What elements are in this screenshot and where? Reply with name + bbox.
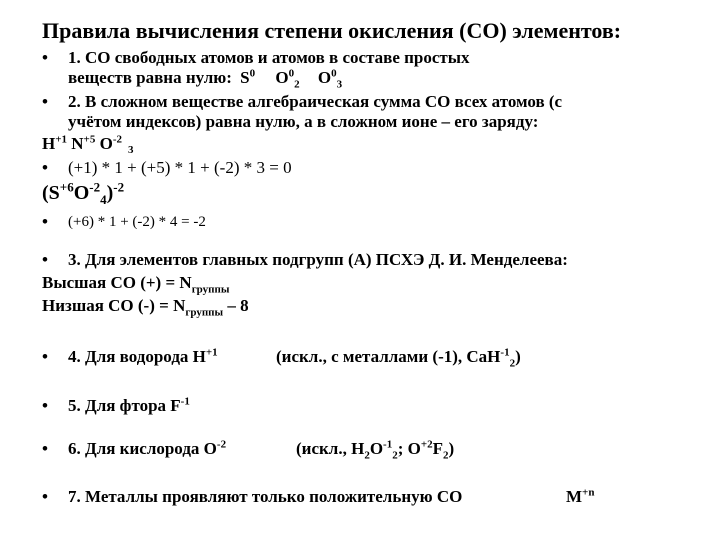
bullet: • — [42, 396, 48, 415]
formula-so4-ion: $(S^{+6}O^{-2}_4)^{-2}$ — [42, 179, 125, 207]
page-title: Правила вычисления степени окисления (СО) элементов: — [42, 18, 622, 43]
bullet: • — [42, 347, 48, 366]
rule-1-line-1: 1. CO свободных атомов и атомов в составе простых — [68, 48, 470, 67]
rule-6: 6. Для кислорода $O^{-2}$ — [68, 438, 227, 458]
bullet: • — [42, 158, 48, 177]
rule-3: 3. Для элементов главных подгрупп (А) ПСХЭ Д. И. Менделеева: — [68, 250, 568, 269]
formula-o2: $O^0_2$ — [275, 67, 300, 91]
bullet: • — [42, 48, 48, 67]
calc-2: (+6) * 1 + (-2) * 4 = -2 — [68, 214, 206, 230]
rule-5: 5. Для фтора $F^{-1}$ — [68, 395, 190, 415]
formula-o3: $O^0_3$ — [317, 67, 343, 91]
bullet: • — [42, 250, 48, 269]
bullet: • — [42, 92, 48, 111]
rule-2-line-2: учётом индексов) равна нулю, а в сложном ионе – его заряду: — [68, 112, 539, 131]
rule-2-line-1: 2. В сложном веществе алгебраическая сумма СО всех атомов (с — [68, 92, 563, 111]
rule-4: 4. Для водорода $H^{+1}$ — [68, 346, 218, 366]
formula-s0: $S^0$ — [240, 67, 256, 87]
rule-7: 7. Металлы проявляют только положительную СО — [68, 487, 463, 506]
rule-6-exception: (искл., $H_2O^{-1}_2$; $O^{+2}F_2$) — [296, 438, 455, 462]
calc-1: (+1) * 1 + (+5) * 1 + (-2) * 3 = 0 — [68, 158, 292, 177]
min-co: Низшая СО (-) = $N_{группы} - 8$ — [42, 296, 249, 319]
rule-1-line-2: веществ равна нулю: $S^0$ $O^0_2$ $O^0_3$ — [68, 67, 343, 91]
bullet: • — [42, 439, 48, 458]
max-co: Высшая СО (+) = $N_{группы}$ — [42, 273, 230, 296]
formula-hno3: $H^{+1}$ $N^{+5}$ $O^{-2}_3$ — [42, 133, 134, 157]
metal-charge: $M^{+n}$ — [566, 486, 595, 506]
bullet: • — [42, 212, 48, 231]
rule-4-exception: (искл., с металлами (-1), CaH$^{-1}_2$) — [276, 346, 521, 370]
bullet: • — [42, 487, 48, 506]
